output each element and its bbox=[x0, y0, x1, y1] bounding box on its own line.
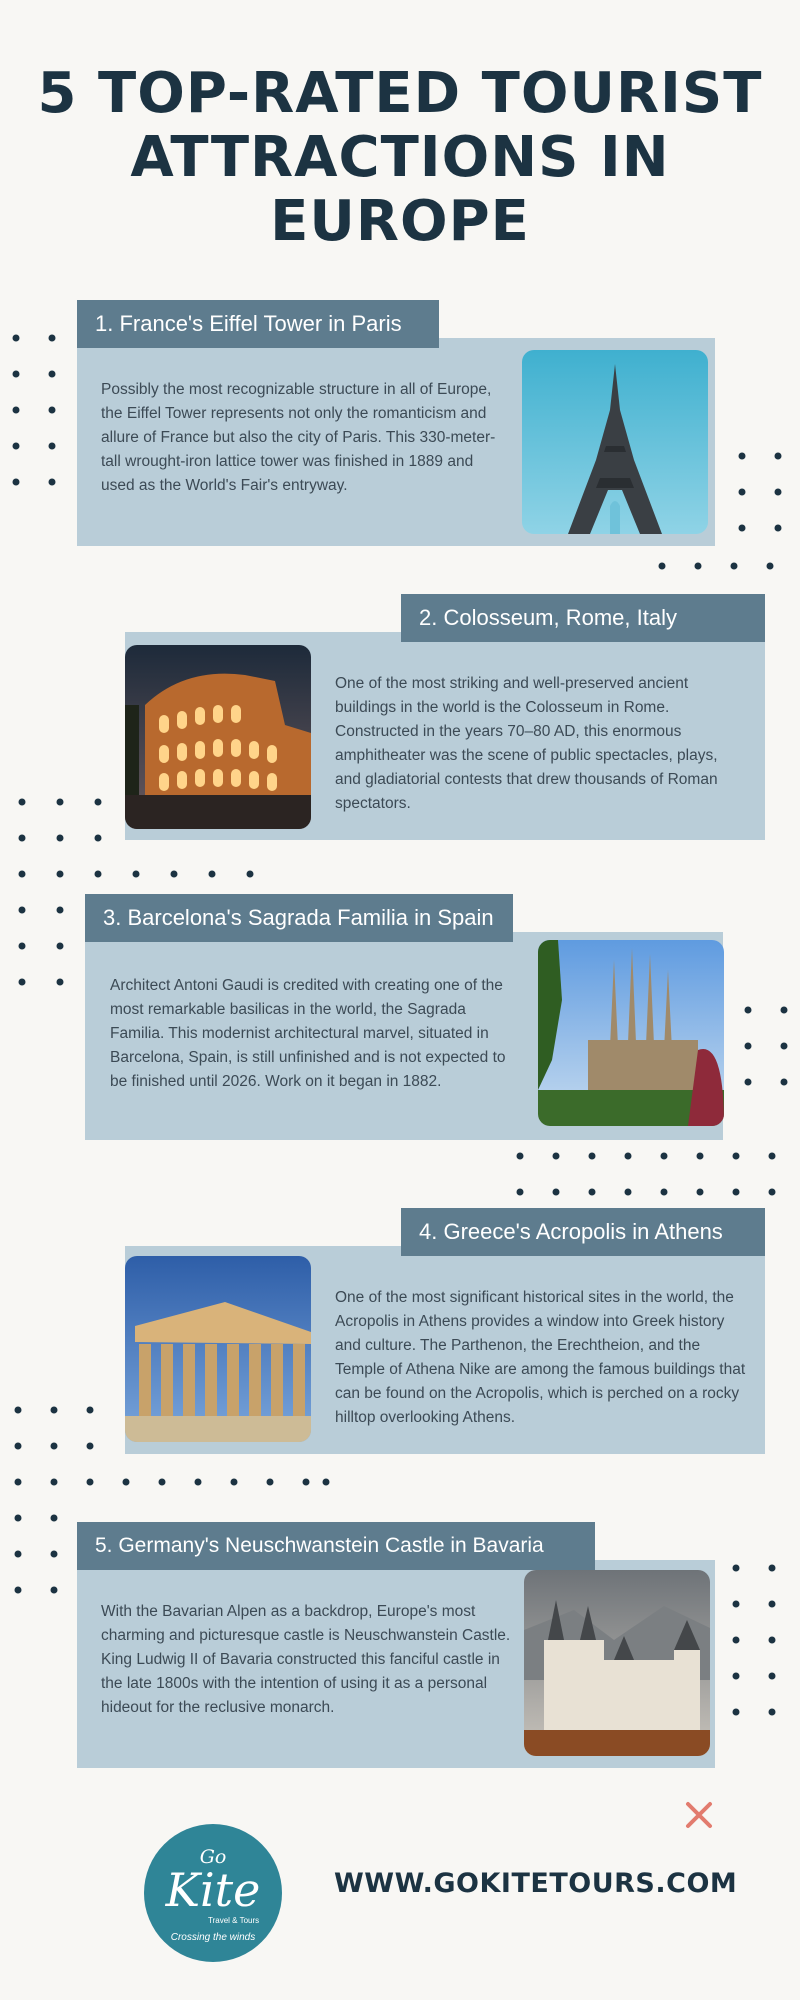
attraction-text-3: Architect Antoni Gaudi is credited with creating one of the most remarkable basilicas in the world, the Sagrada Familia. This modernist architectural marvel, situated in Barcelona, Spain, is still unfinished and is not expected to be finished until 2026. Work on it began in 1882. bbox=[110, 977, 506, 1090]
close-icon bbox=[682, 1798, 716, 1832]
dot-pattern-6 bbox=[724, 1560, 794, 1760]
sagrada-familia-photo bbox=[538, 940, 724, 1126]
gokite-logo bbox=[144, 1824, 282, 1962]
attraction-heading-1: 1. France's Eiffel Tower in Paris bbox=[77, 300, 439, 348]
neuschwanstein-castle-photo bbox=[524, 1570, 710, 1756]
acropolis-photo bbox=[125, 1256, 311, 1442]
attraction-heading-5: 5. Germany's Neuschwanstein Castle in Bavaria bbox=[77, 1522, 595, 1570]
page-title: 5 TOP-RATED TOURIST ATTRACTIONS IN EUROPE bbox=[37, 61, 763, 254]
logo-go-text: Go bbox=[199, 1846, 227, 1868]
attraction-heading-2: 2. Colosseum, Rome, Italy bbox=[401, 594, 765, 642]
logo-subtitle: Travel & Tours bbox=[208, 1916, 260, 1925]
logo-tagline: Crossing the winds bbox=[170, 1932, 256, 1943]
attraction-text-5: With the Bavarian Alpen as a backdrop, Europe's most charming and picturesque castle is Neuschwanstein Castle. King Ludwig II of Bavaria constructed this fanciful castle in the late 1800s with the intention of using it as a personal hideout for the reclusive monarch. bbox=[101, 1603, 511, 1716]
eiffel-tower-photo bbox=[522, 350, 708, 534]
attraction-text-2: One of the most striking and well-preserved ancient buildings in the world is the Colosseum in Rome. Constructed in the years 70–80 AD, this enormous amphitheater was the scene of public spectacles, plays, and gladiatorial contests that drew thousands of Roman spectators. bbox=[335, 675, 718, 812]
website-link[interactable]: WWW.GOKITETOURS.COM bbox=[334, 1868, 738, 1899]
attraction-text-4: One of the most significant historical sites in the world, the Acropolis in Athens provides a window into Greek history and culture. The Parthenon, the Erechtheion, and the Temple of Athena Nike are among the famous buildings that can be found on the Acropolis, which is perched on a rocky hilltop overlooking Athens. bbox=[335, 1289, 746, 1426]
logo-kite-text: Kite bbox=[165, 1863, 261, 1917]
attraction-text-1: Possibly the most recognizable structure in all of Europe, the Eiffel Tower represents not only the romanticism and allure of France but also the city of Paris. This 330-meter-tall wrought-iron lattice tower was finished in 1889 and used as the World's Fair's entryway. bbox=[101, 381, 496, 494]
dot-pattern-1 bbox=[8, 328, 68, 528]
attraction-heading-3: 3. Barcelona's Sagrada Familia in Spain bbox=[85, 894, 513, 942]
colosseum-photo bbox=[125, 645, 311, 829]
attraction-heading-4: 4. Greece's Acropolis in Athens bbox=[401, 1208, 765, 1256]
